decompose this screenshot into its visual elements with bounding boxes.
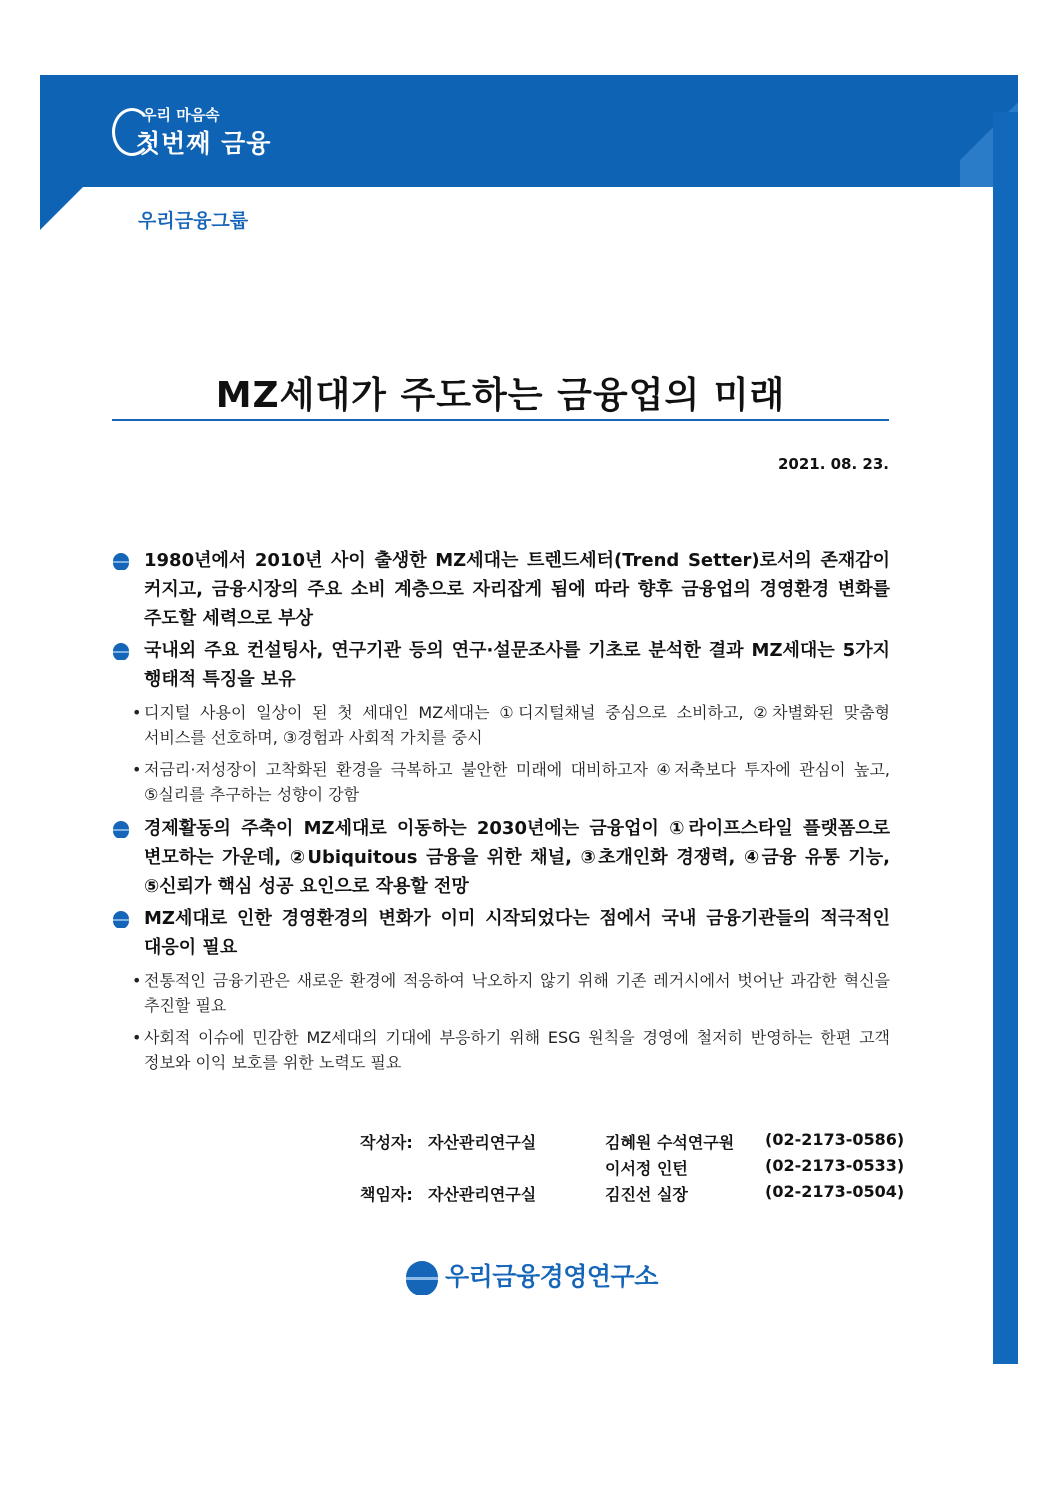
woori-logo-icon [405,1261,439,1299]
summary-point-text: 1980년에서 2010년 사이 출생한 MZ세대는 트렌드세터(Trend Setter)로서의 존재감이 커지고, 금융시장의 주요 소비 계층으로 자리잡게 됨에 따라 향후 금융업의 경영환경 변화를 주도할 세력으로 부상 [144,550,890,629]
woori-bullet-icon [112,642,130,660]
summary-point [110,814,890,901]
author-name: 김진선 실장 [605,1185,688,1204]
summary-point [110,636,890,694]
summary-item [110,636,890,807]
author-name: 김혜원 수석연구원 [605,1133,735,1152]
summary-point-text: 경제활동의 주축이 MZ세대로 이동하는 2030년에는 금융업이 ①라이프스타일 플랫폼으로 변모하는 가운데, ②Ubiquitous 금융을 위한 채널, ③초개인화 경쟁력, ④금융 유통 기능, ⑤신뢰가 핵심 성공 요인으로 작용할 전망 [144,818,890,897]
institute-name: 우리금융경영연구소 [445,1262,658,1291]
sub-point [110,1025,890,1075]
bullet-dot-icon: • [132,1028,142,1047]
author-dept: 자산관리연구실 [428,1133,537,1152]
right-accent-bar [993,112,1018,1364]
summary-point-text: MZ세대로 인한 경영환경의 변화가 이미 시작되었다는 점에서 국내 금융기관들의 적극적인 대응이 필요 [144,908,890,958]
author-row [360,1130,905,1156]
author-role: 작성자: [360,1133,413,1152]
summary-item [110,814,890,901]
report-date: 2021. 08. 23. [777,455,889,473]
summary-item [110,904,890,1075]
author-block [360,1130,905,1208]
sub-point-text: 디지털 사용이 일상이 된 첫 세대인 MZ세대는 ①디지털채널 중심으로 소비하고, ②차별화된 맞춤형 서비스를 선호하며, ③경험과 사회적 가치를 중시 [144,703,890,747]
brand-logo [112,100,312,160]
sub-point [110,757,890,807]
sub-point-text: 사회적 이슈에 민감한 MZ세대의 기대에 부응하기 위해 ESG 원칙을 경영에 철저히 반영하는 한편 고객 정보와 이익 보호를 위한 노력도 필요 [144,1028,890,1072]
summary-list [110,546,890,1082]
sub-point-text: 저금리·저성장이 고착화된 환경을 극복하고 불안한 미래에 대비하고자 ④저축보다 투자에 관심이 높고, ⑤실리를 추구하는 성향이 강함 [144,760,890,804]
author-phone: (02-2173-0533) [765,1156,905,1175]
sub-point [110,968,890,1018]
title-underline [112,419,889,421]
author-role: 책임자: [360,1185,413,1204]
woori-bullet-icon [112,820,130,838]
summary-item [110,546,890,633]
bullet-dot-icon: • [132,703,142,722]
footer-logo [405,1257,685,1297]
author-name: 이서정 인턴 [605,1159,688,1178]
logo-tagline-big: 첫번째 금융 [136,129,272,158]
author-row [360,1182,905,1208]
logo-tagline-small: 우리 마음속 [142,106,220,124]
summary-point-text: 국내외 주요 컨설팅사, 연구기관 등의 연구·설문조사를 기초로 분석한 결과 MZ세대는 5가지 행태적 특징을 보유 [144,640,890,690]
author-dept: 자산관리연구실 [428,1185,537,1204]
sub-point-text: 전통적인 금융기관은 새로운 환경에 적응하여 낙오하지 않기 위해 기존 레거시에서 벗어난 과감한 혁신을 추진할 필요 [144,971,890,1015]
sub-point-list [110,968,890,1075]
sub-point [110,700,890,750]
author-phone: (02-2173-0504) [765,1182,905,1201]
page-title: MZ세대가 주도하는 금융업의 미래 [215,375,786,416]
bullet-dot-icon: • [132,971,142,990]
summary-point [110,904,890,962]
woori-bullet-icon [112,552,130,570]
woori-bullet-icon [112,910,130,928]
summary-point [110,546,890,633]
group-name: 우리금융그룹 [138,210,249,232]
author-phone: (02-2173-0586) [765,1130,905,1149]
sub-point-list [110,700,890,807]
bullet-dot-icon: • [132,760,142,779]
author-row [360,1156,905,1182]
